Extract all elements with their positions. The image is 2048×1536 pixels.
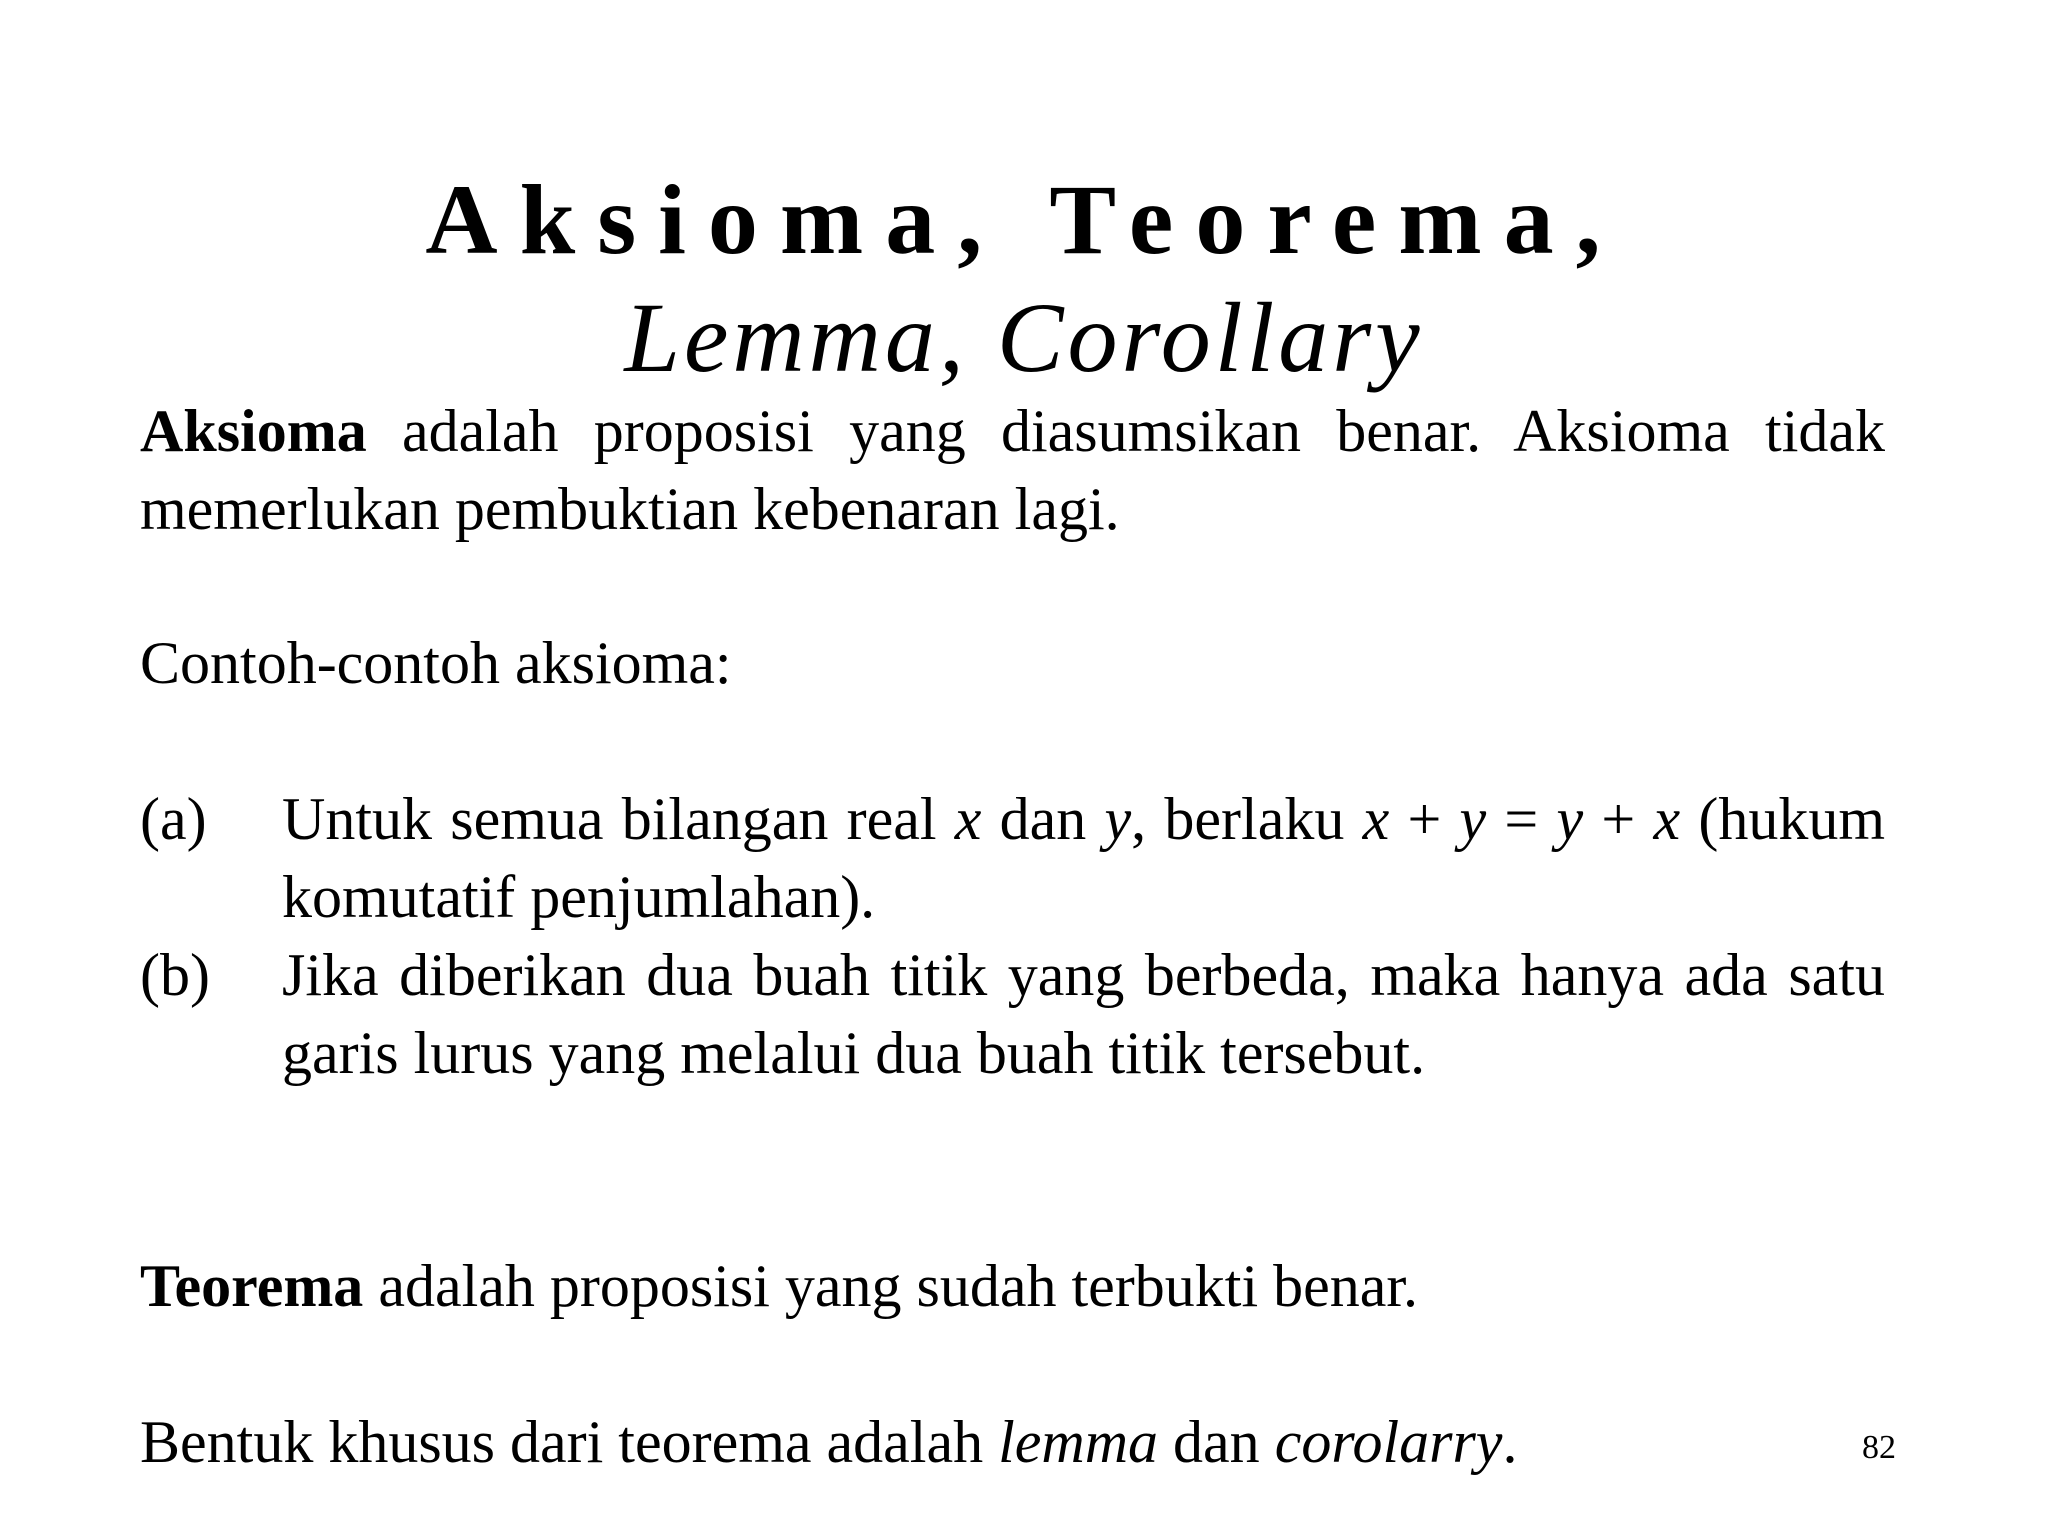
plus-sign: +	[1583, 786, 1654, 852]
variable-y: y	[1104, 786, 1132, 852]
lemma-term: lemma	[998, 1409, 1159, 1475]
example-item-b	[140, 936, 1885, 1092]
variable-y: y	[1556, 786, 1584, 852]
corolarry-term: corolarry	[1274, 1409, 1503, 1475]
aksioma-term: Aksioma	[140, 398, 367, 464]
variable-y: y	[1459, 786, 1487, 852]
example-marker-b: (b)	[140, 942, 210, 1008]
example-marker-a: (a)	[140, 786, 207, 852]
teorema-definition	[140, 1247, 1885, 1325]
variable-x: x	[1653, 786, 1681, 852]
special-forms-sentence	[140, 1403, 1885, 1481]
page-number: 82	[1862, 1429, 1896, 1466]
example-a-text: dan	[981, 786, 1105, 852]
aksioma-definition-text: adalah proposisi yang diasumsikan benar. Aksioma tidak memerlukan pembuktian kebenaran lagi.	[140, 398, 1885, 542]
slide-title-line2: Lemma, Corollary	[624, 282, 1424, 393]
variable-x: x	[1362, 786, 1390, 852]
special-forms-text: .	[1502, 1409, 1518, 1475]
example-a-text: , berlaku	[1131, 786, 1363, 852]
example-a-text: (hukum komutatif penjumlahan).	[282, 786, 1886, 930]
teorema-term: Teorema	[140, 1253, 364, 1319]
special-forms-text: Bentuk khusus dari teorema adalah	[140, 1409, 999, 1475]
example-item-a	[140, 780, 1885, 936]
example-content-a	[282, 780, 1885, 936]
special-forms-text: dan	[1158, 1409, 1275, 1475]
example-a-text: Untuk semua bilangan real	[282, 786, 955, 852]
examples-heading: Contoh-contoh aksioma:	[140, 630, 732, 696]
variable-x: x	[954, 786, 982, 852]
slide-title-line1: Aksioma, Teorema,	[425, 164, 1623, 275]
teorema-definition-text: adalah proposisi yang sudah terbukti benar.	[363, 1253, 1419, 1319]
aksioma-definition	[140, 392, 1885, 548]
example-content-b: Jika diberikan dua buah titik yang berbeda, maka hanya ada satu garis lurus yang melalui dua buah titik tersebut.	[282, 942, 1885, 1086]
equals-sign: =	[1486, 786, 1557, 852]
plus-sign: +	[1389, 786, 1460, 852]
